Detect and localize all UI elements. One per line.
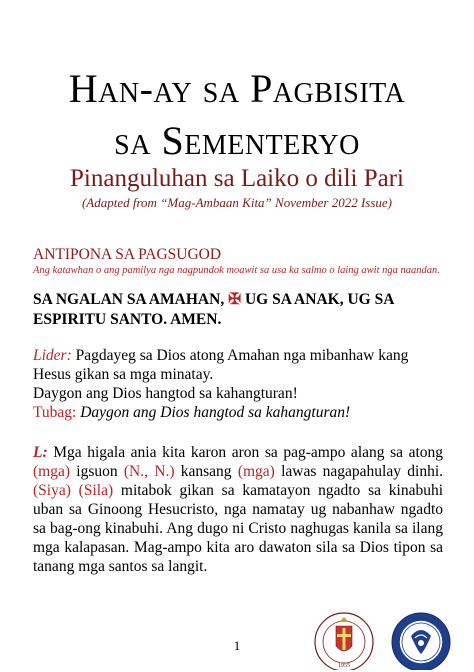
sign-of-cross-text [33,290,443,329]
rubric-instruction: Ang katawhan o ang pamilya nga nagpundok moawit sa usa ka salmo o laing awit nga naandan. [33,265,440,276]
intro-s5: mitabok gikan sa kamatayon ngadto sa kinabuhi uban sa Ginoong Hesucristo, nga namatay ug nabanhaw ngadto sa bag-ong kinabuhi. Ang dugo ni Cristo naghugas kanila sa ilang mga kalapasan. Mag-ampo kita aro dawaton sila sa Dios tipon sa tanang mga santos sa langit. [33,482,444,575]
intro-s2: igsuon [76,463,118,480]
source-note: (Adapted from “Mag-Ambaan Kita” November 2022 Issue) [81,195,393,210]
leader-line-2: Daygon ang Dios hangtod sa kahangturan! [33,385,298,402]
dialogue-block [33,346,443,422]
diocese-seal-icon [312,610,376,670]
leader-line [33,346,443,384]
intro-s4: lawas nagapahulay dinhi. [281,463,443,480]
intro-s3: kansang [180,463,232,480]
document-subtitle: Pinanguluhan sa Laiko o dili Pari [70,165,404,192]
intro-p4: (Siya) [33,482,71,499]
intro-p3: (mga) [237,463,275,480]
intro-paragraph [33,443,443,576]
response-line [33,403,443,422]
leader-label: Lider: [33,347,72,364]
intro-s1: Mga higala ania kita karon aron sa pag-ampo alang sa atong [53,444,444,461]
intro-p2: (N., N.) [123,463,175,480]
page-number: 1 [233,638,241,653]
secondary-seal-icon [389,610,453,670]
response-label: Tubag: [33,404,77,421]
document-title-line2: sa Sementeryo [114,118,360,163]
intro-p5: (Sila) [78,482,114,499]
sign-part-2: UG SA ANAK, UG SA ESPIRITU SANTO. AMEN. [33,291,394,328]
intro-p1: (mga) [33,463,71,480]
cross-icon: ✠ [228,291,242,308]
sign-part-1: SA NGALAN SA AMAHAN, [33,291,225,308]
document-title-line1: Han-ay sa Pagbisita [68,66,406,111]
leader-text: Pagdayeg sa Dios atong Amahan nga mibanhaw kang Hesus gikan sa mga minatay. [33,347,409,383]
intro-label: L: [33,444,48,461]
section-heading-antipona: ANTIPONA SA PAGSUGOD [33,246,222,263]
seal-year: 1955 [338,663,350,669]
response-text: Daygon ang Dios hangtod sa kahangturan! [80,404,351,421]
